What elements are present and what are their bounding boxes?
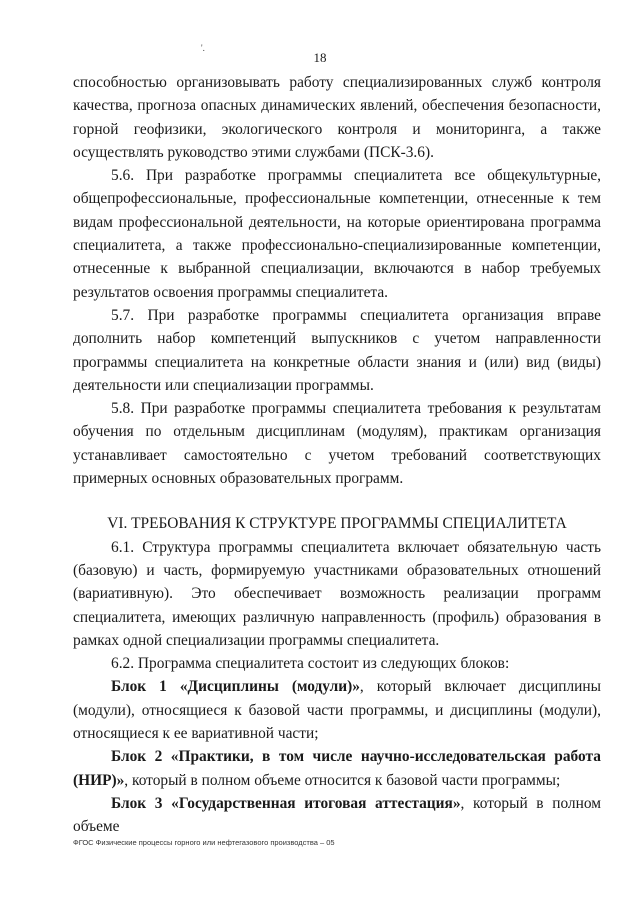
block-3-title: Блок 3 «Государственная итоговая аттестация» bbox=[111, 794, 461, 812]
block-1-text: , который включает дисциплины (модули), относящиеся к базовой части программы, и дисциплины (модули), относящиеся к ее вариативной части; bbox=[73, 678, 601, 743]
block-3-text: , который в полном объеме bbox=[73, 794, 601, 836]
block-2-paragraph bbox=[73, 745, 601, 792]
block-1-paragraph bbox=[73, 675, 601, 745]
paragraph-6-2: 6.2. Программа специалитета состоит из следующих блоков: bbox=[111, 655, 510, 673]
block-2-title: Блок 2 «Практики, в том числе научно-исследовательская работа (НИР)» bbox=[73, 748, 601, 789]
paragraph-5-8: 5.8. При разработке программы специалитета требования к результатам обучения по отдельным дисциплинам (модулям), практикам организация устанавливает самостоятельно с учетом требований соответствующих примерных основных образовательных программ. bbox=[73, 400, 601, 488]
paragraph-5-7: 5.7. При разработке программы специалитета организация вправе дополнить набор компетенций выпускников с учетом направленности программы специалитета на конкретные области знания и (или) вид (виды) деятельности или специализации программы. bbox=[73, 306, 601, 394]
paragraph-6-1: 6.1. Структура программы специалитета включает обязательную часть (базовую) и часть, формируемую участниками образовательных отношений (вариативную). Это обеспечивает возможность реализации программ специалитета, имеющих различную направленность (профиль) образования в рамках одной специализации программы специалитета. bbox=[73, 538, 601, 649]
page-footer: ФГОС Физические процессы горного или нефтегазового производства – 05 bbox=[73, 838, 335, 847]
scan-mark: '. bbox=[201, 43, 205, 53]
paragraph-continuation: способностью организовывать работу специализированных служб контроля качества, прогноза опасных динамических явлений, обеспечения безопасности, горной геофизики, экологического контроля и мониторинга, а также осуществлять руководство этими службами (ПСК-3.6). bbox=[73, 74, 601, 161]
page-number: 18 bbox=[313, 50, 327, 65]
block-2-text: , который в полном объеме относится к базовой части программы; bbox=[124, 771, 561, 789]
section-heading: VI. ТРЕБОВАНИЯ К СТРУКТУРЕ ПРОГРАММЫ СПЕЦИАЛИТЕТА bbox=[107, 515, 567, 533]
block-1-title: Блок 1 «Дисциплины (модули)» bbox=[111, 678, 360, 696]
paragraph-5-6: 5.6. При разработке программы специалитета все общекультурные, общепрофессиональные, профессиональные компетенции, отнесенные к тем видам профессиональной деятельности, на которые ориентирована программа специалитета, а также профессионально-специализированные компетенции, отнесенные к выбранной специализации, включаются в набор требуемых результатов освоения программы специалитета. bbox=[73, 167, 601, 301]
document-body bbox=[73, 71, 601, 839]
block-3-paragraph bbox=[73, 792, 601, 839]
